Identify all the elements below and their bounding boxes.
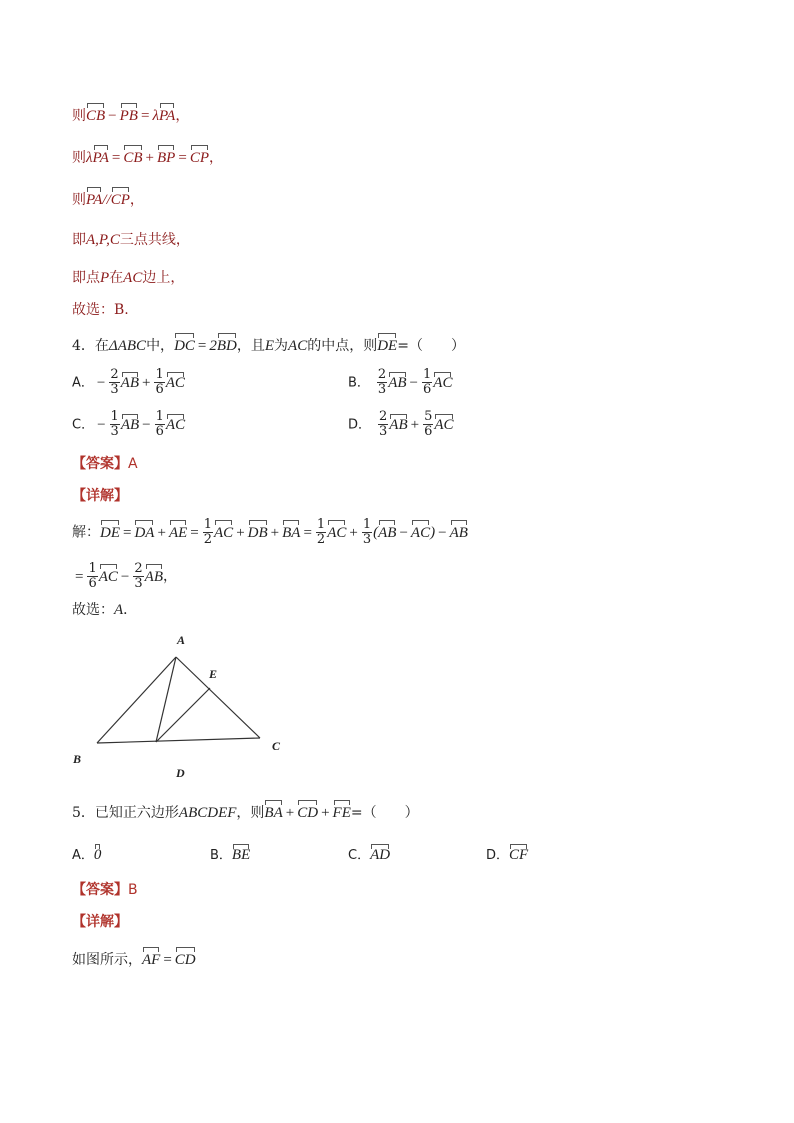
q4-solution-line-2: = $\frac{1}{6}$ AC − $\frac{2}{3}$ AB， [75, 561, 177, 591]
q4-choice: 故选：A． [72, 602, 138, 618]
sol3-line-2: 则λPA = CB + BP = CP， [72, 150, 223, 166]
vector-fe: FE [332, 805, 351, 821]
segment-bc [97, 738, 260, 743]
label-e: E [209, 667, 218, 681]
q4-solution-line-1: 解：DE = DA + AE = $\frac{1}{2}$ AC + DB + BA = $\frac{1}{2}$ AC + $\frac{1}{3}$ (AB − AC) − AB [72, 517, 468, 547]
q4-option-a[interactable]: A． − $\frac{2}{3}$ AB + $\frac{1}{6}$ AC [72, 367, 185, 397]
vector-dc: DC [174, 338, 195, 354]
label-c: C [272, 739, 281, 753]
vector-pa: PA [86, 192, 103, 208]
sol3-line-1: 则CB − PB = λPA， [72, 108, 190, 124]
label-a: A [177, 633, 186, 647]
segment-ac [176, 657, 260, 738]
q4-option-b[interactable]: B． $\frac{2}{3}$ AB − $\frac{1}{6}$ AC [348, 367, 453, 397]
segment-de [156, 688, 210, 742]
sol3-choice: 故选：B. [72, 302, 129, 318]
vector-cd: CD [297, 805, 319, 821]
sol3-line-3: 则PA//CP， [72, 192, 144, 208]
q4-option-d[interactable]: D． $\frac{2}{3}$ AB + $\frac{5}{6}$ AC [348, 409, 454, 439]
vector-cp: CP [110, 192, 130, 208]
vector-af: AF [142, 952, 161, 968]
vector-de: DE [377, 338, 398, 354]
sol3-line-5: 即点P在AC边上， [72, 270, 185, 286]
vector-bd: BD [216, 338, 237, 354]
vector-bp: BP [157, 150, 176, 166]
q4-option-c[interactable]: C． − $\frac{1}{3}$ AB − $\frac{1}{6}$ AC [72, 409, 186, 439]
q5-option-c[interactable]: C．AD [348, 847, 391, 863]
q5-option-d[interactable]: D．CF [486, 847, 529, 863]
triangle-figure [60, 625, 300, 785]
vector-cb: CB [123, 150, 143, 166]
vector-cp: CP [189, 150, 209, 166]
label-b: B [73, 752, 82, 766]
q5-answer: 【答案】B [72, 882, 138, 898]
q4-stem: 4．在ΔABC中，DC = 2BD，且E为AC的中点，则DE=（ ） [72, 338, 465, 354]
vector-pa: PA [92, 150, 109, 166]
q5-stem: 5．已知正六边形ABCDEF，则BA + CD + FE=（ ） [72, 805, 419, 821]
q5-option-a[interactable]: A．0 [72, 847, 102, 863]
vector-ba: BA [264, 805, 283, 821]
vector-pa: PA [158, 108, 176, 124]
label-d: D [176, 766, 185, 780]
q5-solution: 如图所示，AF = CD [72, 952, 196, 968]
q5-option-b[interactable]: B．BE [210, 847, 251, 863]
vector-pb: PB [119, 108, 138, 124]
segment-ad [156, 657, 176, 742]
sol3-line-4: 即A,P,C三点共线， [72, 232, 190, 248]
vector-cb: CB [86, 108, 106, 124]
vector-cd: CD [174, 952, 196, 968]
segment-ab [97, 657, 176, 743]
q4-answer: 【答案】A [72, 456, 138, 472]
q5-detail-tag: 【详解】 [72, 914, 128, 930]
q4-detail-tag: 【详解】 [72, 488, 128, 504]
